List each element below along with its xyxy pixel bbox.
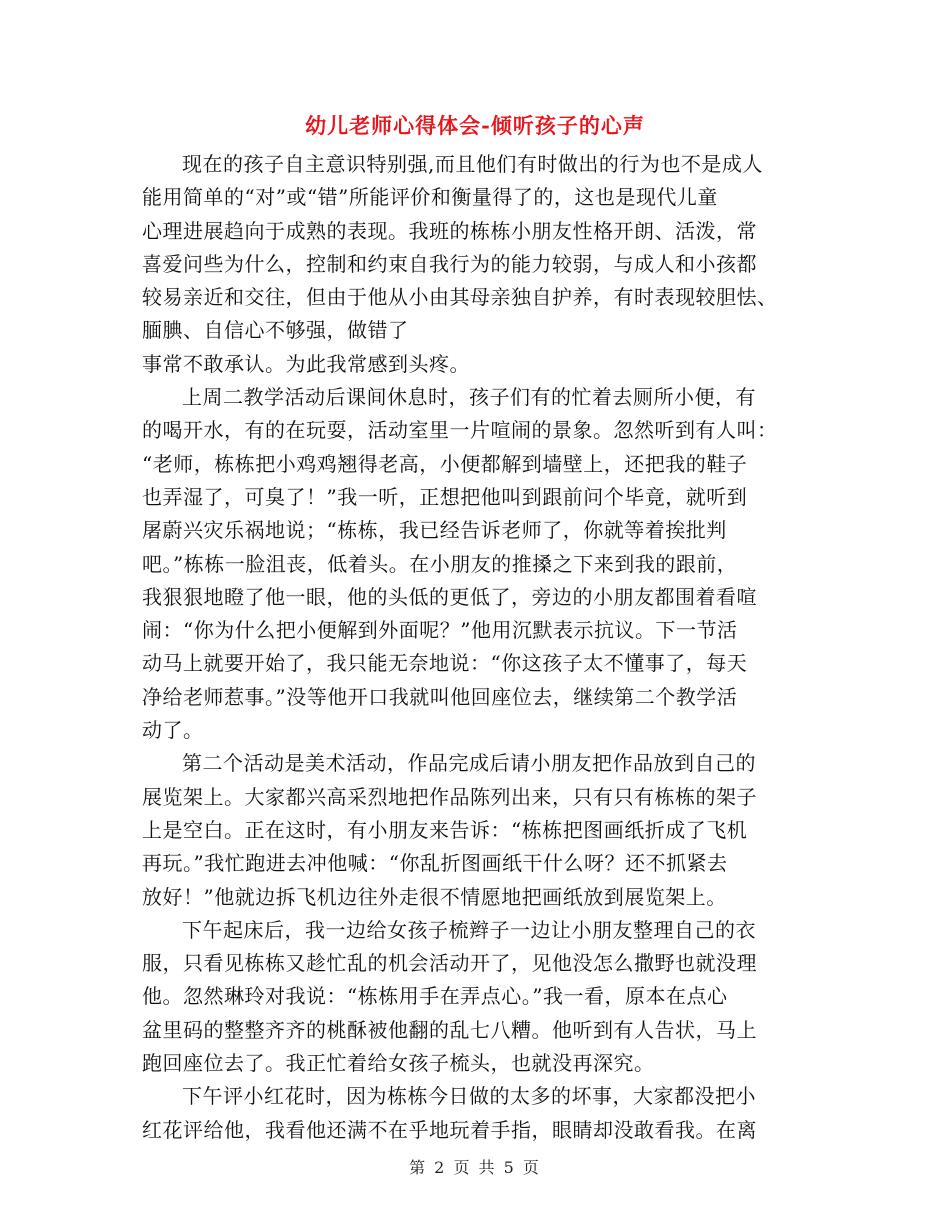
paragraph-line: 上是空白。正在这时，有小朋友来告诉：“栋栋把图画纸折成了飞机 [142,817,748,842]
paragraph-line: 事常不敢承认。为此我常感到头疼。 [142,351,470,376]
paragraph-line: 能用简单的“对”或“错”所能评价和衡量得了的，这也是现代儿童 [142,185,718,210]
paragraph-line: 服，只看见栋栋又趁忙乱的机会活动开了，见他没怎么撒野也就没理 [142,951,757,976]
paragraph-line: 放好！”他就边拆飞机边往外走很不情愿地把画纸放到展览架上。 [142,884,727,909]
paragraph-line: 现在的孩子自主意识特别强,而且他们有时做出的行为也不是成人 [182,152,763,176]
paragraph-line: 跑回座位去了。我正忙着给女孩子梳头，也就没再深究。 [142,1051,655,1076]
paragraph-line: 盆里码的整整齐齐的桃酥被他翻的乱七八糟。他听到有人告状，马上 [142,1017,757,1042]
paragraph-line: 红花评给他，我看他还满不在乎地玩着手指，眼睛却没敢看我。在离 [142,1117,757,1142]
document-title: 幼儿老师心得体会-倾听孩子的心声 [305,113,645,138]
paragraph-line: 屠蔚兴灾乐祸地说；“栋栋，我已经告诉老师了，你就等着挨批判 [142,518,727,543]
paragraph-line: 喜爱问些为什么，控制和约束自我行为的能力较弱，与成人和小孩都 [142,251,757,276]
paragraph-line: 腼腆、自信心不够强，做错了 [142,318,409,343]
paragraph-line: 我狠狠地瞪了他一眼，他的头低的更低了，旁边的小朋友都围着看喧 [142,584,757,609]
paragraph-line: 闹：“你为什么把小便解到外面呢？”他用沉默表示抗议。下一节活 [142,618,738,643]
paragraph-line: 展览架上。大家都兴高采烈地把作品陈列出来，只有只有栋栋的架子 [142,784,757,809]
paragraph-line: 下午评小红花时，因为栋栋今日做的太多的坏事，大家都没把小 [182,1084,756,1109]
paragraph-line: 上周二教学活动后课间休息时，孩子们有的忙着去厕所小便，有 [182,385,756,410]
paragraph-line: 再玩。”我忙跑进去冲他喊：“你乱折图画纸干什么呀？还不抓紧去 [142,851,728,876]
paragraph-line: 他。忽然琳玲对我说：“栋栋用手在弄点心。”我一看，原本在点心 [142,984,728,1009]
paragraph-line: 心理进展趋向于成熟的表现。我班的栋栋小朋友性格开朗、活泼，常 [142,218,757,243]
paragraph-line: 吧。”栋栋一脸沮丧，低着头。在小朋友的推搡之下来到我的跟前， [142,551,738,576]
document-body [142,148,812,1147]
paragraph-line: 动马上就要开始了，我只能无奈地说：“你这孩子太不懂事了，每天 [142,651,748,676]
paragraph-line: 净给老师惹事。”没等他开口我就叫他回座位去，继续第二个教学活 [142,684,738,709]
paragraph-line: “老师，栋栋把小鸡鸡翘得老高，小便都解到墙壁上，还把我的鞋子 [142,451,748,476]
page-footer: 第 2 页 共 5 页 [409,1158,541,1177]
paragraph-line: 动了。 [142,718,204,743]
paragraph-line: 下午起床后，我一边给女孩子梳辫子一边让小朋友整理自己的衣 [182,917,756,942]
paragraph-line: 的喝开水，有的在玩耍，活动室里一片喧闹的景象。忽然听到有人叫： [142,418,778,443]
paragraph-line: 较易亲近和交往，但由于他从小由其母亲独自护养，有时表现较胆怯、 [142,285,778,310]
paragraph-line: 也弄湿了，可臭了！”我一听，正想把他叫到跟前问个毕竟，就听到 [142,484,748,509]
paragraph-line: 第二个活动是美术活动，作品完成后请小朋友把作品放到自己的 [182,751,756,776]
